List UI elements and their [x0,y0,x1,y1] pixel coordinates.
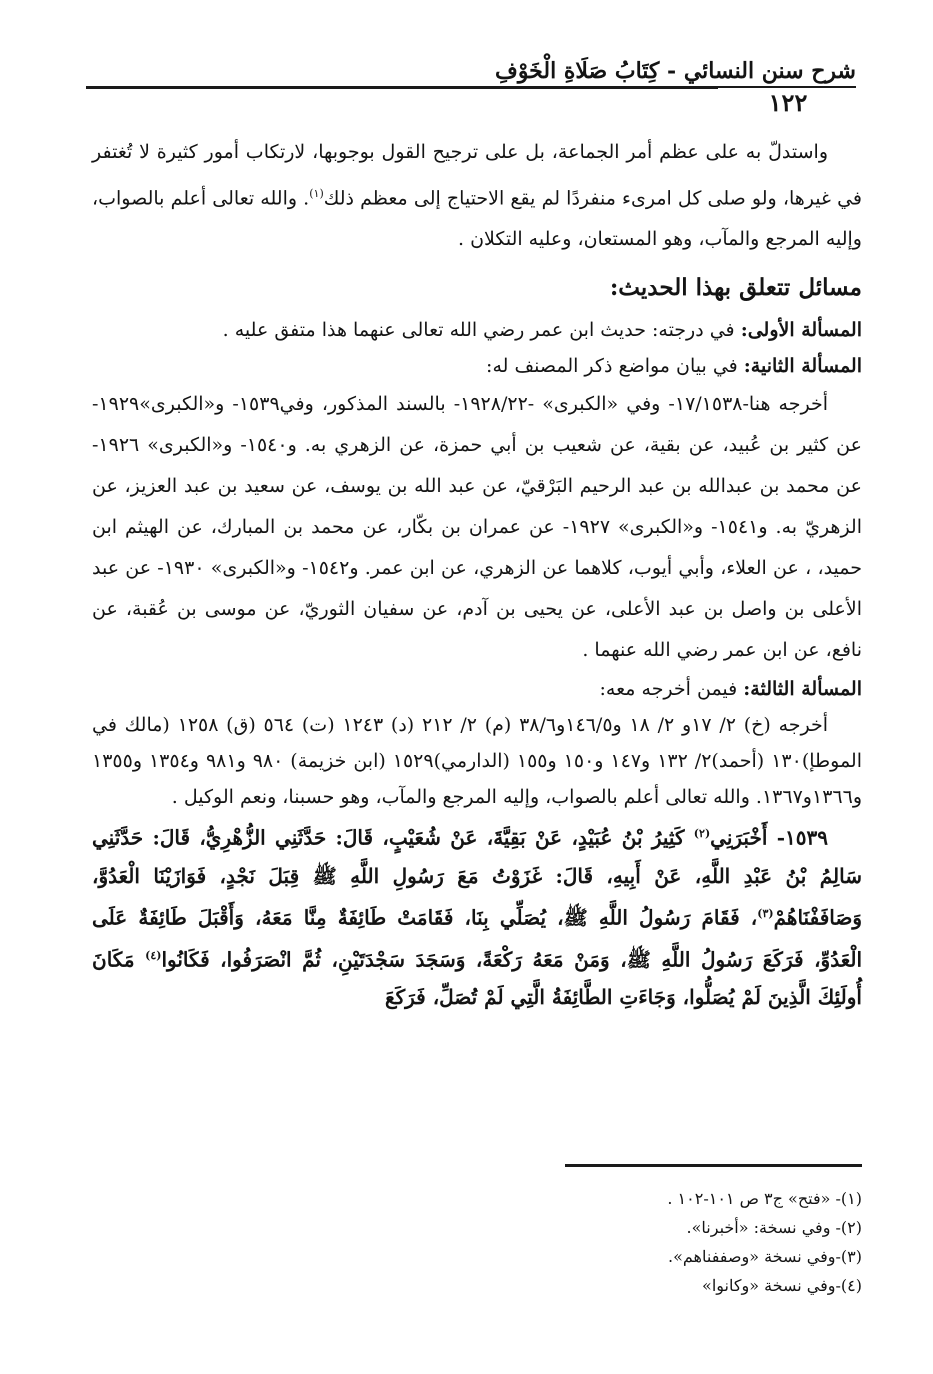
running-title: شرح سنن النسائي - كِتَابُ صَلَاةِ الْخَوْفِ [495,58,856,84]
masala-first-label: المسألة الأولى: [740,319,862,342]
footnote-ref-1[interactable]: (١) [309,187,324,200]
masala-first-text: في درجته: حديث ابن عمر رضي الله تعالى عنهما هذا متفق عليه . [222,319,735,342]
masala-first [92,312,862,348]
footnotes [92,1184,862,1300]
intro-text-after: . والله تعالى أعلم بالصواب، وإليه المرجع والمآب، وهو المستعان، وعليه التكلان . [92,187,862,251]
footnote-rule [565,1164,862,1167]
footnote-3: (٣)-وفي نسخة «وصففناهم». [668,1247,862,1266]
hadith-part-4: مَكَانَ أُولَئِكَ الَّذِينَ لَمْ يُصَلُّوا، وَجَاءَتِ الطَّائِفَةُ الَّتِي لَمْ تُصَلِّ، فَرَكَعَ [92,947,862,1010]
masala-second [92,348,862,384]
page-body [92,132,862,1016]
hadith-text [92,815,862,1016]
footnote-ref-3[interactable]: (٣) [757,906,774,920]
hadith-part-3: ، فَقَامَ رَسُولُ اللَّهِ ﷺ، يُصَلِّي بِنَا، فَقَامَتْ طَائِفَةٌ مِنَّا مَعَهُ، وَأَقْبَلَ طَائِفَةٌ عَلَى الْعَدُوِّ، فَرَكَعَ رَسُولُ اللَّهِ ﷺ، وَمَنْ مَعَهُ رَكْعَةً، وَسَجَدَ سَجْدَتَيْنِ، ثُمَّ انْصَرَفُوا، فَكَانُوا [92,905,863,972]
hadith-part-2: كَثِيرُ بْنُ عُبَيْدٍ، عَنْ بَقِيَّةَ، عَنْ شُعَيْبٍ، قَالَ: حَدَّثَنِي الزُّهْرِيُّ، قَالَ: حَدَّثَنِي سَالِمُ بْنُ عَبْدِ اللَّهِ، عَنْ أَبِيهِ، قَالَ: غَزَوْتُ مَعَ رَسُولِ اللَّهِ ﷺ قِبَلَ نَجْدٍ، فَوَازَيْنَا الْعَدُوَّ، وَصَافَفْنَاهُمْ [92,825,862,930]
footnote-1: (١)- «فتح» ج٣ ص ١٠١-١٠٢ . [667,1189,862,1208]
page-number: ١٢٢ [718,88,858,118]
section-heading: مسائل تتعلق بهذا الحديث: [609,274,862,302]
hadith-part-1: أَخْبَرَنِي [710,825,768,850]
masala-second-label: المسألة الثانية: [743,355,862,378]
footnote-ref-2[interactable]: (٢) [693,827,711,841]
sources-paragraph: أخرجه (خ) ٢/ ١٧و ٢/ ١٨ و١٤٦/٥و٣٨/٦ (م) ٢/ ٢١٢ (د) ١٢٤٣ (ت) ٥٦٤ (ق) ١٢٥٨ (مالك في الموطإ)١٣٠ (أحمد)٢/ ١٣٢ و١٤٧ و١٥٠ و١٥٥ (الدارمي)١٥٢٩ (ابن خزيمة) ٩٨٠ و٩٨١ و١٣٥٤ و١٣٥٥ و١٣٦٦و١٣٦٧. والله تعالى أعلم بالصواب، وإليه المرجع والمآب، وهو حسبنا، ونعم الوكيل . [92,714,863,809]
masala-third [92,671,862,707]
masala-second-text: في بيان مواضع ذكر المصنف له: [486,355,738,378]
intro-text: واستدلّ به على عظم أمر الجماعة، بل على ترجيح القول بوجوبها، لارتكاب أمور كثيرة لا تُغتفر في غيرها، ولو صلى كل امرىء منفردًا لم يقع الاحتياج إلى معظم ذلك [92,141,862,210]
footnote-2: (٢)- وفي نسخة: «أخبرنا». [686,1218,862,1237]
footnote-4: (٤)-وفي نسخة «وكانوا» [702,1276,862,1295]
intro-paragraph [92,132,862,260]
hadith-number: ١٥٣٩- [776,825,828,850]
takhrij-paragraph: أخرجه هنا-١٧/١٥٣٨- وفي «الكبرى» -١٩٢٨/٢٢- بالسند المذكور، وفي١٥٣٩- و«الكبرى»١٩٢٩- عن كثير بن عُبيد، عن بقية، عن شعيب بن أبي حمزة، عن الزهري به. و١٥٤٠- و«الكبرى» ١٩٢٦- عن محمد بن عبدالله بن عبد الرحيم البَرْقيّ، عن عبد الله بن يوسف، عن سعيد بن عبد العزيز، عن الزهريّ به. و١٥٤١- و«الكبرى» ١٩٢٧- عن عمران بن بكّار، عن محمد بن المبارك، عن الهيثم ابن حميد، ، عن العلاء، وأبي أيوب، كلاهما عن الزهري، عن ابن عمر. و١٥٤٢- و«الكبرى» ١٩٣٠- عن عبد الأعلى بن واصل بن عبد الأعلى، عن يحيى بن آدم، عن سفيان الثوريّ، عن موسى بن عُقبة، عن نافع، عن ابن عمر رضي الله عنهما . [92,393,863,662]
masala-third-text: فيمن أخرجه معه: [599,678,738,701]
footnote-ref-4[interactable]: (٤) [145,948,162,962]
masala-third-label: المسألة الثالثة: [743,678,862,701]
